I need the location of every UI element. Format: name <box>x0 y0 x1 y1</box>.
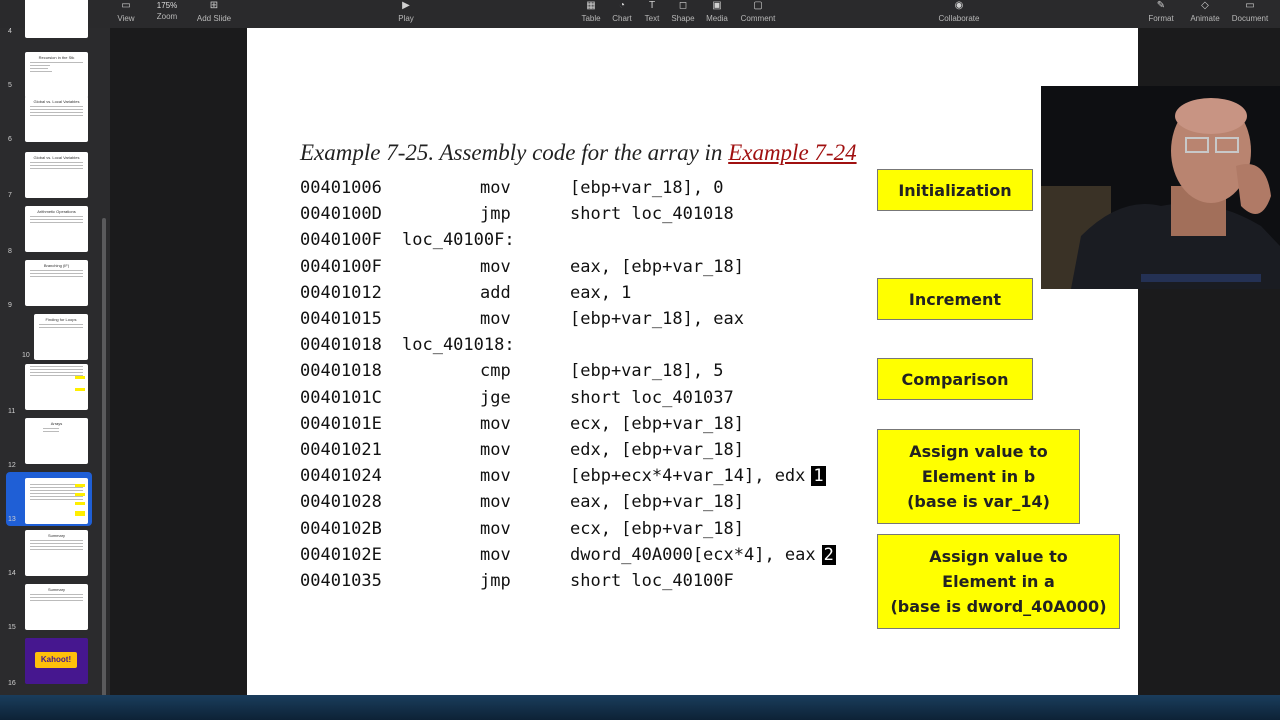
media-button[interactable]: ▣ Media <box>706 0 728 23</box>
code-address: 00401006 <box>300 178 382 198</box>
code-mnemonic: mov <box>480 413 511 434</box>
code-operand <box>570 571 734 591</box>
slide-thumbnail[interactable] <box>25 0 88 38</box>
slide-thumbnail[interactable]: Summary <box>25 530 88 576</box>
sidebar-scrollbar[interactable] <box>102 218 106 718</box>
code-address: 00401018 <box>300 361 382 382</box>
code-operand-text: [ebp+var_18], 5 <box>570 361 724 382</box>
sidebar-icon: ▭ <box>121 0 131 11</box>
code-address: 0040101C <box>300 387 382 408</box>
code-mnemonic: cmp <box>480 361 511 382</box>
slide-thumbnail[interactable]: Arithmetic Operations <box>25 206 88 252</box>
code-operand-text: short loc_401018 <box>570 204 734 225</box>
code-operand <box>570 361 724 381</box>
code-mnemonic: mov <box>480 256 511 277</box>
code-address: 0040102E <box>300 544 382 565</box>
code-operand <box>570 283 631 303</box>
code-operand-text: eax, 1 <box>570 282 632 303</box>
code-operand <box>570 466 826 486</box>
code-mnemonic: mov <box>480 518 511 539</box>
code-address: 0040100D <box>300 204 382 225</box>
code-mnemonic: jge <box>480 387 511 408</box>
document-button[interactable]: ▭ Document <box>1231 0 1269 23</box>
code-mnemonic: mov <box>480 466 511 487</box>
slide-thumbnail[interactable] <box>25 364 88 410</box>
collaborate-icon: ◉ <box>954 0 964 11</box>
comment-button[interactable]: ▢ Comment <box>740 0 776 23</box>
code-operand-text: edx, [ebp+var_18] <box>570 440 744 460</box>
kahoot-logo: Kahoot! <box>35 652 77 668</box>
code-address: 0040101E <box>300 413 382 434</box>
code-address: 0040100F <box>300 256 382 277</box>
play-icon: ▶ <box>402 0 410 11</box>
plus-icon: ⊞ <box>209 0 219 11</box>
code-mnemonic: jmp <box>480 571 511 591</box>
code-address: 00401028 <box>300 492 382 513</box>
slide-navigator: 4 5 Recursion in the Stk 6 Global vs. Local Variables 7 Global vs. Local Variables 8 Arithmetic Operations 9 Branching (IF) 10 Finding for Loops 11 12 Arrays 13 14 Summary 15 Summary 16 Kahoot! <box>0 28 111 695</box>
code-operand-text: [ebp+var_18], 0 <box>570 178 724 198</box>
collaborate-button[interactable]: ◉ Collaborate <box>938 0 980 23</box>
document-icon: ▭ <box>1245 0 1255 11</box>
shape-button[interactable]: ◻ Shape <box>671 0 695 23</box>
code-operand-text: ecx, [ebp+var_18] <box>570 413 744 434</box>
media-icon: ▣ <box>712 0 722 11</box>
code-operand-text: eax, [ebp+var_18] <box>570 256 744 277</box>
code-address: 00401015 <box>300 309 382 329</box>
callout-comparison: Comparison <box>877 358 1033 400</box>
code-operand-text: [ebp+var_18], eax <box>570 309 744 329</box>
code-operand-text: eax, [ebp+var_18] <box>570 492 744 513</box>
slide-thumbnail[interactable] <box>25 638 88 684</box>
slide-thumbnail[interactable]: Global vs. Local Variables <box>25 152 88 198</box>
code-mnemonic: mov <box>480 492 511 513</box>
presenter-video <box>1041 86 1280 289</box>
callout-assign-b: Assign value to Element in b (base is var_14) <box>877 429 1080 524</box>
code-mnemonic: add <box>480 282 511 303</box>
code-mnemonic: mov <box>480 178 511 198</box>
example-link[interactable]: Example 7-24 <box>728 140 857 165</box>
code-mnemonic: mov <box>480 309 511 329</box>
code-operand-text: ecx, [ebp+var_18] <box>570 518 744 539</box>
code-operand <box>570 440 744 460</box>
code-operand <box>570 309 744 329</box>
play-button[interactable]: ▶ Play <box>398 0 414 23</box>
slide-thumbnail-current[interactable] <box>25 478 88 524</box>
step-badge: 1 <box>813 466 824 487</box>
shape-icon: ◻ <box>678 0 688 11</box>
slide-thumbnail[interactable]: Branching (IF) <box>25 260 88 306</box>
callout-increment: Increment <box>877 278 1033 320</box>
animate-button[interactable]: ◇ Animate <box>1190 0 1220 23</box>
code-operand <box>570 492 744 512</box>
code-operand-text: short loc_40100F <box>570 571 734 591</box>
code-operand <box>570 204 734 224</box>
code-address: 0040102B <box>300 518 382 539</box>
animate-icon: ◇ <box>1201 0 1209 11</box>
step-badge: 2 <box>823 544 834 565</box>
code-mnemonic: mov <box>480 440 511 460</box>
callout-assign-a: Assign value to Element in a (base is dword_40A000) <box>877 534 1120 629</box>
code-mnemonic: jmp <box>480 204 511 225</box>
code-mnemonic: mov <box>480 544 511 565</box>
chart-button[interactable]: ◔ Chart <box>612 0 632 23</box>
code-operand <box>570 388 734 408</box>
slide-thumbnail[interactable]: Summary <box>25 584 88 630</box>
code-operand-text: dword_40A000[ecx*4], eax <box>570 544 816 565</box>
slide-thumbnail[interactable]: Global vs. Local Variables <box>25 96 88 142</box>
slide-thumbnail[interactable]: Recursion in the Stk <box>25 52 88 98</box>
code-operand <box>570 178 724 198</box>
code-operand <box>570 519 744 539</box>
slide-thumbnail[interactable]: Arrays <box>25 418 88 464</box>
brush-icon: ✎ <box>1156 0 1166 11</box>
table-icon: ▦ <box>586 0 596 11</box>
chart-icon: ◔ <box>618 0 626 11</box>
text-icon: T <box>648 0 656 11</box>
callout-initialization: Initialization <box>877 169 1033 211</box>
format-button[interactable]: ✎ Format <box>1148 0 1174 23</box>
text-button[interactable]: T Text <box>644 0 660 23</box>
code-address: 00401024 <box>300 466 382 487</box>
code-operand <box>570 545 836 565</box>
code-address: 00401035 <box>300 571 382 591</box>
code-label: loc_40100F: <box>402 230 515 251</box>
code-operand-text: short loc_401037 <box>570 387 734 408</box>
zoom-value: 175% <box>156 1 178 10</box>
view-button[interactable]: ▭ View <box>117 0 135 23</box>
code-address: 00401012 <box>300 282 382 303</box>
slide-title: Example 7-25. Assembly code for the array in Example 7-24 <box>300 140 857 165</box>
toolbar <box>0 0 1280 29</box>
code-operand-text: [ebp+ecx*4+var_14], edx <box>570 466 806 487</box>
code-address: 00401018 <box>300 335 382 356</box>
current-slide[interactable] <box>247 28 1138 695</box>
add-slide-button[interactable]: ⊞ Add Slide <box>196 0 232 23</box>
code-operand <box>570 414 744 434</box>
code-address: 0040100F <box>300 230 382 251</box>
zoom-button[interactable]: 175% Zoom <box>156 1 178 21</box>
code-address: 00401021 <box>300 440 382 460</box>
dock-bar <box>0 695 1280 720</box>
webcam-overlay <box>1041 86 1280 289</box>
code-label: loc_401018: <box>402 335 515 356</box>
table-button[interactable]: ▦ Table <box>581 0 601 23</box>
comment-icon: ▢ <box>753 0 763 11</box>
slide-thumbnail[interactable]: Finding for Loops <box>34 314 88 360</box>
code-operand <box>570 257 744 277</box>
